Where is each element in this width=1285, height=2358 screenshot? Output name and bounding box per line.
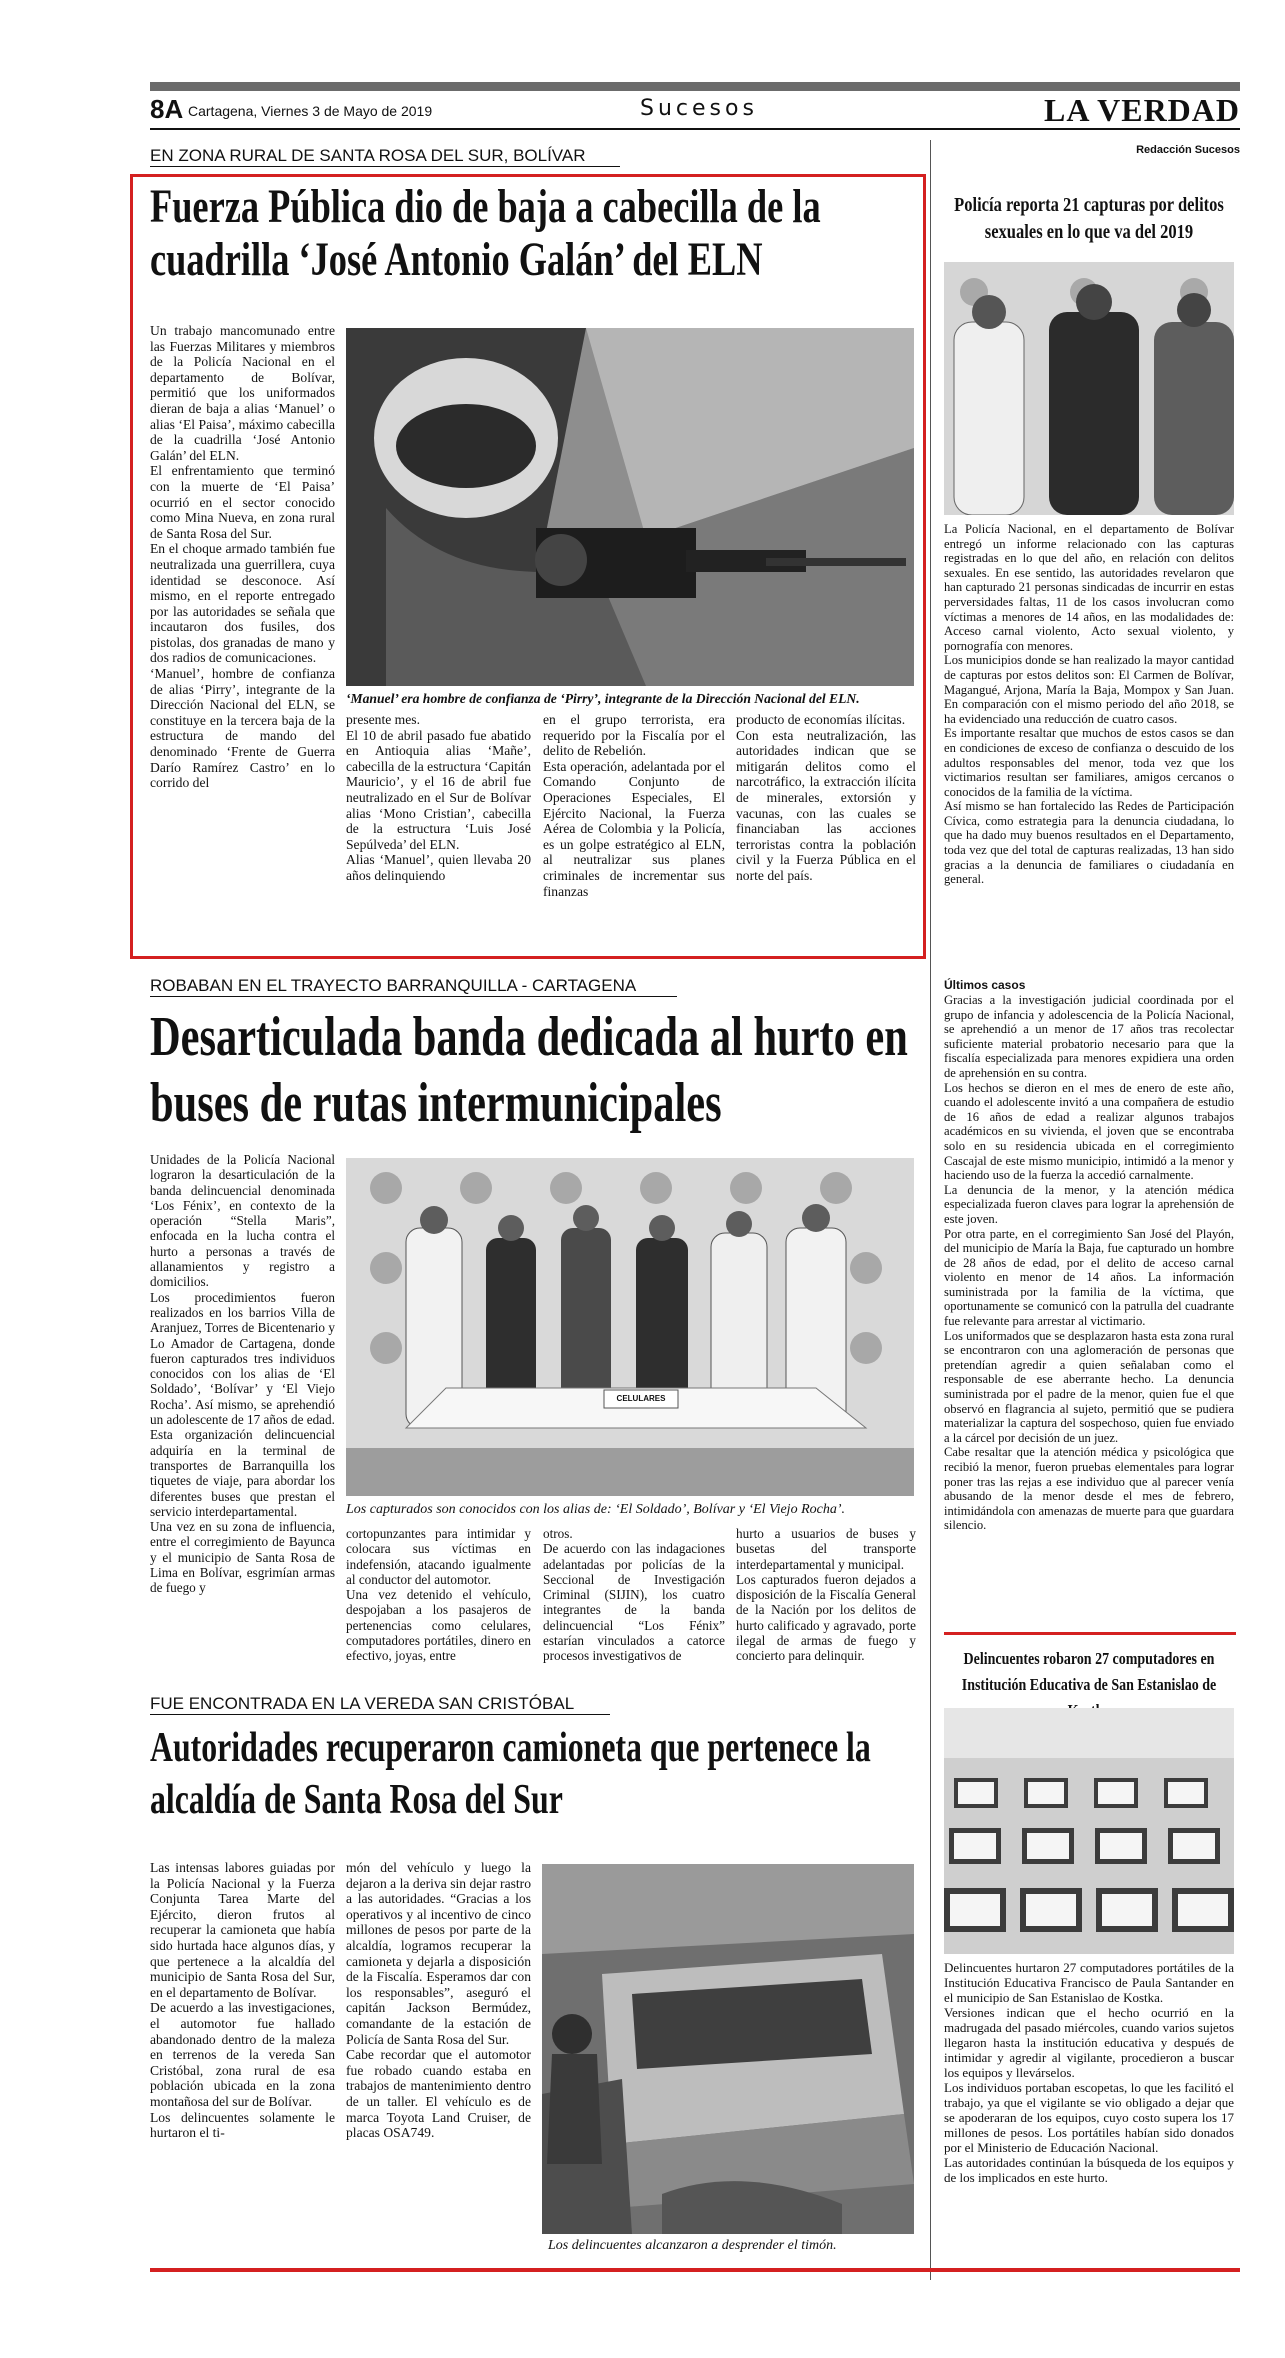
paragraph: presente mes. — [346, 712, 420, 727]
sidebar2-top-rule — [944, 1632, 1236, 1635]
story2-photo — [346, 1158, 914, 1496]
newspaper-brand: LA VERDAD — [1044, 92, 1240, 128]
story1-col3 — [543, 712, 725, 952]
sidebar1-body2 — [944, 993, 1234, 1623]
paragraph: Los procedimientos fueron realizados en los barrios Villa de Aranjuez, Torres de Bicentenario y Lo Amador de Cartagena, donde fueron capturados tres individuos conocidos con los alias de ‘El Soldado’, ‘Bolívar’ y ‘El Viejo Rocha’. Así mismo, se aprehendió un adolescente de 17 años de edad. — [150, 1289, 335, 1428]
story3-col1 — [150, 1860, 335, 2260]
recovered-truck-image — [542, 1864, 914, 2234]
paragraph: Por otra parte, en el corregimiento San José del Playón, del municipio de María la Baja, fue capturado un hombre de 28 años de edad, por el delito de acceso carnal violento en menor de 14 años. La información suministrada por la familia de la víctima, que oportunamente se comunicó con la patrulla del cuadrante fue relevante para arrestar al victimario. — [944, 1226, 1234, 1329]
sidebar2-photo — [944, 1708, 1234, 1954]
paragraph: Esta organización delincuencial adquiría en la terminal de transportes de Barranquilla los tiquetes de viaje, para abordar los diferentes buses que prestan el servicio interdepartamental. — [150, 1427, 335, 1519]
paragraph: Los municipios donde se han realizado la mayor cantidad de capturas por estos delitos son: El Carmen de Bolívar, Magangué, Arjona, María la Baja, Mompox y San Juan. En comparación con el mismo periodo del año 2018, se ha evidenciado una reducción de cuatro casos. — [944, 653, 1234, 726]
helicopter-gunner-image — [346, 328, 914, 686]
paragraph: La denuncia de la menor, y la atención médica especializada fueron claves para lograr la aprehensión de este joven. — [944, 1182, 1234, 1226]
paragraph: Los individuos portaban escopetas, lo que les facilitó el trabajo, ya que el vigilante se vio obligado a dejar que se apoderaran de los equipos, cuyo costo supera los 17 millones de pesos. Los portátiles habían sido donados por el Ministerio de Educación Nacional. — [944, 2080, 1234, 2155]
section-name: Sucesos — [640, 96, 758, 121]
paragraph: Una vez en su zona de influencia, entre el corregimiento de Bayunca y el municipio de Santa Rosa de Lima en Bolívar, esgrimían armas de fuego y — [150, 1519, 335, 1596]
story1-col4 — [736, 712, 916, 952]
story3-headline: Autoridades recuperaron camioneta que pertenece la alcaldía de Santa Rosa del Sur — [150, 1725, 871, 1823]
paragraph: en el grupo terrorista, era requerido por la Fiscalía por el delito de Rebelión. — [543, 712, 725, 759]
byline: Redacción Sucesos — [1136, 144, 1240, 156]
paragraph: Alias ‘Manuel’, quien llevaba 20 años delinquiendo — [346, 852, 531, 883]
paragraph: El enfrentamiento que terminó con la muerte de ‘El Paisa’ ocurrió en el sector conocido como Mina Nueva, en zona rural de Santa Rosa del Sur. — [150, 463, 335, 541]
sidebar1-body — [944, 522, 1234, 962]
paragraph: cortopunzantes para intimidar y colocara sus víctimas en indefensión, atacando igualmente al conductor del automotor. — [346, 1526, 531, 1587]
sidebar2-headline: Delincuentes robaron 27 computadores en Institución Educativa de San Estanislao de — [961, 1649, 1217, 1694]
paragraph: món del vehículo y luego la dejaron a la deriva sin dejar rastro a las autoridades. “Gracias a los operativos y al incentivo de cinco millones de pesos por parte de la alcaldía, logramos recuperar la camioneta y dejarla a disposición de la Fiscalía. Esperamos dar con los responsables”, aseguró el capitán Jackson Bermúdez, comandante de la estación de Policía de Santa Rosa del Sur. — [346, 1860, 531, 2047]
story2-headline: Desarticulada banda dedicada al hurto en buses de rutas intermunicipales — [150, 1006, 908, 1134]
sidebar1-photo — [944, 262, 1234, 515]
paragraph: Delincuentes hurtaron 27 computadores portátiles de la Institución Educativa Francisco de Paula Santander en el municipio de San Estanislao de Kostka. — [944, 1960, 1234, 2005]
story2-caption: Los capturados son conocidos con los alias de: ‘El Soldado’, Bolívar y ‘El Viejo Rocha’. — [346, 1502, 846, 1517]
story1-kicker: EN ZONA RURAL DE SANTA ROSA DEL SUR, BOLÍVAR — [150, 146, 620, 167]
paragraph: Una vez detenido el vehículo, despojaban a los pasajeros de pertenencias como celulares, computadores portátiles, dinero en efectivo, joyas, entre — [346, 1587, 531, 1664]
sidebar1-headline: Policía reporta 21 capturas por delitos sexuales en lo que va del 2019 — [954, 195, 1224, 243]
paragraph: Los delincuentes solamente le hurtaron el ti- — [150, 2109, 335, 2141]
paragraph: En el choque armado también fue neutralizada una guerrillera, cuya identidad se desconoce. Así mismo, en el reporte entregado por las autoridades se señala que incautaron dos fusiles, dos pistolas, dos granadas de mano y dos radios de comunicaciones. — [150, 541, 335, 666]
story3-col2 — [346, 1860, 531, 2260]
paragraph: El 10 de abril pasado fue abatido en Antioquia alias ‘Mañe’, cabecilla de la estructura ‘Capitán Mauricio’, y el 16 de abril fue neutralizado en el Sur de Bolívar alias ‘Mono Cristian’, cabecilla de la estructura ‘Luis José Sepúlveda’ del ELN. — [346, 727, 531, 852]
paragraph: otros. — [543, 1526, 573, 1541]
paragraph: hurto a usuarios de buses y busetas del transporte interdepartamental y municipal. — [736, 1526, 916, 1572]
paragraph: Versiones indican que el hecho ocurrió en la madrugada del pasado miércoles, cuando varios sujetos llegaron hasta la institución educativa y después de intimidar y agredir al vigilante, procedieron a buscar los equipos y llevárselos. — [944, 2005, 1234, 2080]
footer-rule — [150, 2268, 1240, 2272]
story1-caption: ‘Manuel’ era hombre de confianza de ‘Pirry’, integrante de la Dirección Nacional del ELN. — [346, 691, 860, 706]
paragraph: Los uniformados que se desplazaron hasta esta zona rural se encontraron con una aglomeración de personas que pretendían agredir a quien señalaban como el responsable de ese aberrante hecho. La denuncia suministrada por el padre de la menor, quien fue el que observó en flagrancia al sujeto, permitió que se pudiera materializar la captura del sospechoso, quien fue enviado a la cárcel por decisión de un juez. — [944, 1328, 1234, 1445]
sidebar2-body — [944, 1960, 1234, 2260]
story2-col4 — [736, 1526, 916, 1676]
story2-kicker: ROBABAN EN EL TRAYECTO BARRANQUILLA - CARTAGENA — [150, 976, 677, 997]
story3-photo — [542, 1864, 914, 2234]
paragraph: Esta operación, adelantada por el Comando Conjunto de Operaciones Especiales, El Ejército Nacional, la Fuerza Aérea de Colombia y la Policía, es un golpe estratégico al ELN, al neutralizar sus planes criminales de incrementar sus finanzas — [543, 758, 725, 899]
masthead-underline — [150, 128, 1240, 130]
story2-col2 — [346, 1526, 531, 1676]
paragraph: Gracias a la investigación judicial coordinada por el grupo de infancia y adolescencia de la Policía Nacional, se aprehendió a un menor de 17 años tras recolectar suficiente material probatorio necesario para que la fiscalía especializada para menores expidiera una orden de aprehensión en su contra. — [944, 993, 1234, 1080]
paragraph: Es importante resaltar que muchos de estos casos se dan en condiciones de exceso de confianza o descuido de los adultos responsables del menor, toda vez que los victimarios resultan ser familiares, amigos cercanos o conocidos de la familia de la víctima. — [944, 726, 1234, 799]
top-rule — [150, 82, 1240, 91]
story1-col1 — [150, 323, 335, 951]
paragraph: Cabe recordar que el automotor fue robado cuando estaba en trabajos de mantenimiento dentro de un taller. El vehículo es de marca Toyota Land Cruiser, de placas OSA749. — [346, 2047, 531, 2141]
sidebar1-subhead: Últimos casos — [944, 978, 1026, 992]
paragraph: Un trabajo mancomunado entre las Fuerzas Militares y miembros de la Policía Nacional en el departamento de Bolívar, permitió que los uniformados dieran de baja a alias ‘Manuel’ o alias ‘El Paisa’, máximo cabecilla de la cuadrilla ‘José Antonio Galán’ del ELN. — [150, 323, 335, 463]
detainees-photo-image — [346, 1158, 914, 1496]
paragraph: De acuerdo a las investigaciones, el automotor fue hallado abandonado dentro de la maleza en terrenos de la vereda San Cristóbal, zona rural de esa población ubicada en la zona montañosa del sur de Bolívar. — [150, 2000, 335, 2109]
celulares-sign: CELULARES — [616, 1394, 666, 1403]
classroom-laptops-image — [944, 1708, 1234, 1954]
story3-caption: Los delincuentes alcanzaron a desprender el timón. — [548, 2238, 837, 2253]
paragraph: ‘Manuel’, hombre de confianza de alias ‘Pirry’, integrante de la Dirección Nacional del ELN, se constituye en la tercera baja de la estructura de mando del denominado ‘Frente de Guerra Darío Ramírez Castro’ en lo corrido del — [150, 666, 335, 791]
story2-col3 — [543, 1526, 725, 1676]
story3-kicker: FUE ENCONTRADA EN LA VEREDA SAN CRISTÓBAL — [150, 1694, 610, 1715]
paragraph: Con esta neutralización, las autoridades indican que se mitigarán delitos como el narcotráfico, la extracción ilícita de minerales, extorsión y vacunas, con las cuales se financiaban las acciones terroristas contra la población civil y la Fuerza Pública en el norte del país. — [736, 727, 916, 883]
paragraph: Los capturados fueron dejados a disposición de la Fiscalía General de la Nación por los delitos de hurto calificado y agravado, porte ilegal de armas de fuego y concierto para delinquir. — [736, 1571, 916, 1664]
sidebar-divider — [930, 140, 931, 2280]
paragraph: Las autoridades continúan la búsqueda de los equipos y de los implicados en este hurto. — [944, 2155, 1234, 2185]
story1-col2 — [346, 712, 531, 952]
date-line: Cartagena, Viernes 3 de Mayo de 2019 — [188, 103, 433, 119]
paragraph: Así mismo se han fortalecido las Redes de Participación Cívica, como estrategia para la denuncia ciudadana, lo que ha dado muy buenos resultados en el Departamento, toda vez que del total de capturas realizadas, 13 han sido gracias a la denuncia de familiares o ciudadanía en general. — [944, 799, 1234, 887]
page-number: 8A — [150, 94, 184, 124]
paragraph: Los hechos se dieron en el mes de enero de este año, cuando el adolescente invitó a una compañera de estudio de 16 años de edad a realizar algunos trabajos académicos en su vivienda, el joven que se encontraba solo en su residencia ubicada en el corregimiento Cascajal de este mismo municipio, intimidó a la menor y haciendo uso de la fuerza la accedió carnalmente. — [944, 1080, 1234, 1183]
detainee-with-officers-image — [944, 262, 1234, 515]
paragraph: Unidades de la Policía Nacional lograron la desarticulación de la banda delincuencial denominada ‘Los Fénix’, en contexto de la operación “Stella Maris”, enfocada en la lucha contra el hurto a personas a través de allanamientos y registro a domicilios. — [150, 1152, 335, 1290]
story1-photo — [346, 328, 914, 686]
paragraph: La Policía Nacional, en el departamento de Bolívar entregó un informe relacionado con las capturas registradas en lo que del año, en relación con delitos sexuales. En ese sentido, las autoridades revelaron que han capturado 21 personas sindicadas de incurrir en estas perversidades faltas, 11 de los casos involucran como víctimas a menores de 14 años, en las modalidades de: Acceso carnal violento, Acto sexual violento, y pornografía con menores. — [944, 522, 1234, 653]
paragraph: producto de economías ilícitas. — [736, 712, 906, 727]
paragraph: Las intensas labores guiadas por la Policía Nacional y la Fuerza Conjunta Tarea Marte del Ejército, dieron frutos al recuperar la camioneta que había sido hurtada hace algunos días, y que pertenece a la alcaldía del municipio de Santa Rosa del Sur, en el departamento de Bolívar. — [150, 1860, 335, 2000]
story1-headline: Fuerza Pública dio de baja a cabecilla de la cuadrilla ‘José Antonio Galán’ del ELN — [150, 180, 821, 286]
paragraph: De acuerdo con las indagaciones adelantadas por policías de la Seccional de Investigación Criminal (SIJIN), los cuatro integrantes de la banda delincuencial “Los Fénix” estarían vinculados a catorce procesos investigativos de — [543, 1541, 725, 1664]
paragraph: Cabe resaltar que la atención médica y psicológica que recibió la menor, fueron pruebas elementales para lograr poner tras las rejas a ese individuo que al parecer venía abusando de la menor desde el mes de febrero, intimidándola con amenazas de muerte para que guardara silencio. — [944, 1445, 1234, 1533]
